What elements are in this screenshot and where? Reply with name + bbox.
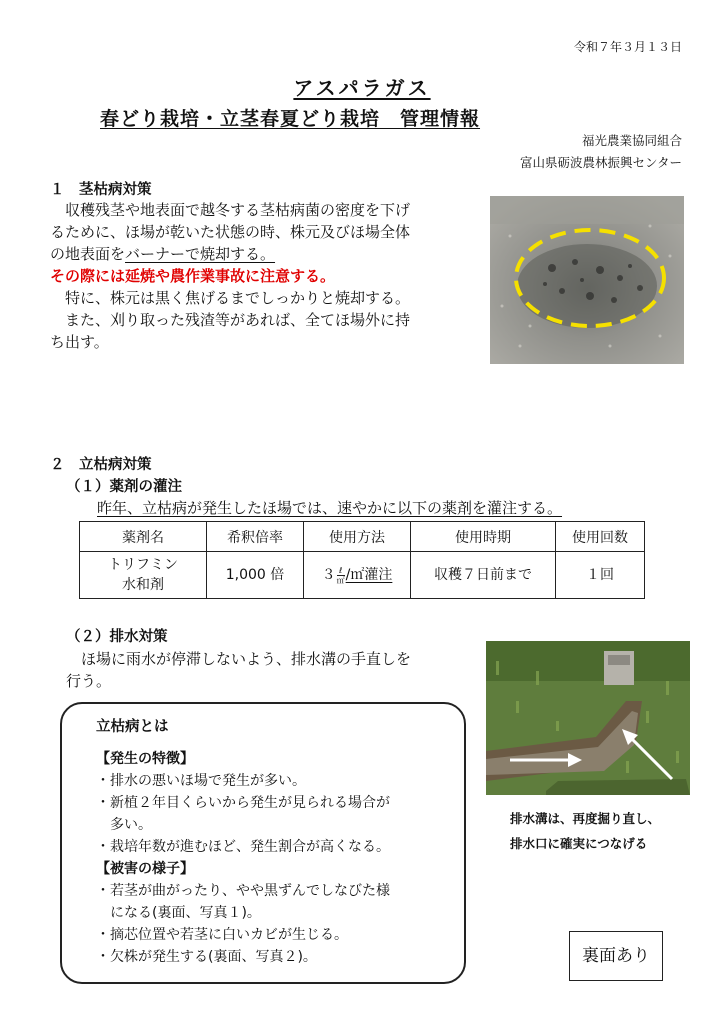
damage-item-2: ・摘芯位置や若茎に白いカビが生じる。: [96, 927, 348, 943]
burned-field-image: [490, 196, 684, 364]
subsection-drainage-heading: （２）排水対策: [66, 629, 168, 645]
burned-field-photo: [490, 196, 684, 364]
section1-line-7: ち出す。: [50, 333, 109, 351]
damage-item-1: ・若茎が曲がったり、やや黒ずんでしなびた様: [96, 883, 390, 899]
photo-caption: [510, 806, 660, 856]
photo-caption-line-1: 排水溝は、再度掘り直し、: [510, 811, 661, 826]
col-timing: 使用時期: [411, 522, 556, 552]
drainage-ditch-photo: [486, 641, 690, 795]
back-side-label: 裏面あり: [569, 931, 663, 981]
pesticide-table-row: [80, 552, 645, 599]
section1-line-2: るために、ほ場が乾いた状態の時、株元及びほ場全体: [50, 223, 411, 241]
cell-name-line-2: 水和剤: [122, 577, 164, 593]
feature-heading: 【発生の特徴】: [96, 751, 194, 767]
section1-line-3: [50, 243, 490, 265]
col-name: 薬剤名: [80, 522, 207, 552]
cell-timing: 収穫７日前まで: [411, 552, 556, 599]
section1-body: [50, 199, 490, 353]
method-unit-bottom: ㎡: [336, 575, 345, 585]
drainage-line-1: ほ場に雨水が停滞しないよう、排水溝の手直しを: [66, 650, 412, 668]
col-count: 使用回数: [556, 522, 645, 552]
damage-item-1-cont: になる(裏面、写真１)。: [96, 905, 261, 921]
cell-name-line-1: トリフミン: [108, 557, 178, 573]
pesticide-table: [79, 521, 645, 599]
warning-text: その際には延焼や農作業事故に注意する。: [50, 267, 336, 285]
col-dilution: 希釈倍率: [207, 522, 304, 552]
info-box-title: 立枯病とは: [96, 719, 169, 735]
method-number: ３: [321, 567, 336, 583]
damage-item-3: ・欠株が発生する(裏面、写真２)。: [96, 949, 317, 965]
info-box-body: [96, 748, 456, 968]
cell-dilution: 1,000 倍: [207, 552, 304, 599]
drainage-line-2: 行う。: [66, 672, 112, 690]
burner-text: バーナーで焼却する。: [125, 245, 276, 263]
subsection-drench-heading: （１）薬剤の灌注: [66, 479, 182, 495]
damage-heading: 【被害の様子】: [96, 861, 194, 877]
drainage-ditch-image: [486, 641, 690, 795]
photo-caption-line-2: 排水口に確実につなげる: [510, 836, 648, 851]
method-unit-fraction: [337, 566, 345, 585]
org-line-1: 福光農業協同組合: [581, 133, 682, 148]
col-method: 使用方法: [304, 522, 411, 552]
title-line-1: アスパラガス: [293, 76, 431, 100]
section2-heading: ２ 立枯病対策: [50, 457, 152, 473]
org-line-2: 富山県砺波農林振興センター: [519, 155, 682, 170]
document-date: 令和７年３月１３日: [573, 40, 682, 54]
drench-instruction: 昨年、立枯病が発生したほ場では、速やかに以下の薬剤を灌注する。: [97, 499, 563, 517]
cell-count: １回: [556, 552, 645, 599]
drainage-text: [66, 648, 476, 692]
feature-item-3: ・栽培年数が進むほど、発生割合が高くなる。: [96, 839, 390, 855]
section1-line-1: 収穫残茎や地表面で越冬する茎枯病菌の密度を下げ: [50, 201, 411, 219]
feature-item-2-cont: 多い。: [96, 817, 152, 833]
pesticide-table-header: [80, 522, 645, 552]
section1-line-3a: の地表面を: [50, 245, 126, 263]
feature-item-1: ・排水の悪いほ場で発生が多い。: [96, 773, 306, 789]
section1-heading: １ 茎枯病対策: [50, 182, 152, 198]
cell-method: [304, 552, 411, 599]
section1-line-6: また、刈り取った残渣等があれば、全てほ場外に持: [50, 311, 411, 329]
feature-item-2: ・新植２年目くらいから発生が見られる場合が: [96, 795, 390, 811]
method-unit: /㎡灌注: [345, 567, 393, 583]
method-unit-top: ℓ: [338, 565, 343, 575]
title-line-2: 春どり栽培・立茎春夏どり栽培 管理情報: [100, 108, 481, 130]
cell-name: [80, 552, 207, 599]
section1-line-5: 特に、株元は黒く焦げるまでしっかりと焼却する。: [50, 289, 411, 307]
